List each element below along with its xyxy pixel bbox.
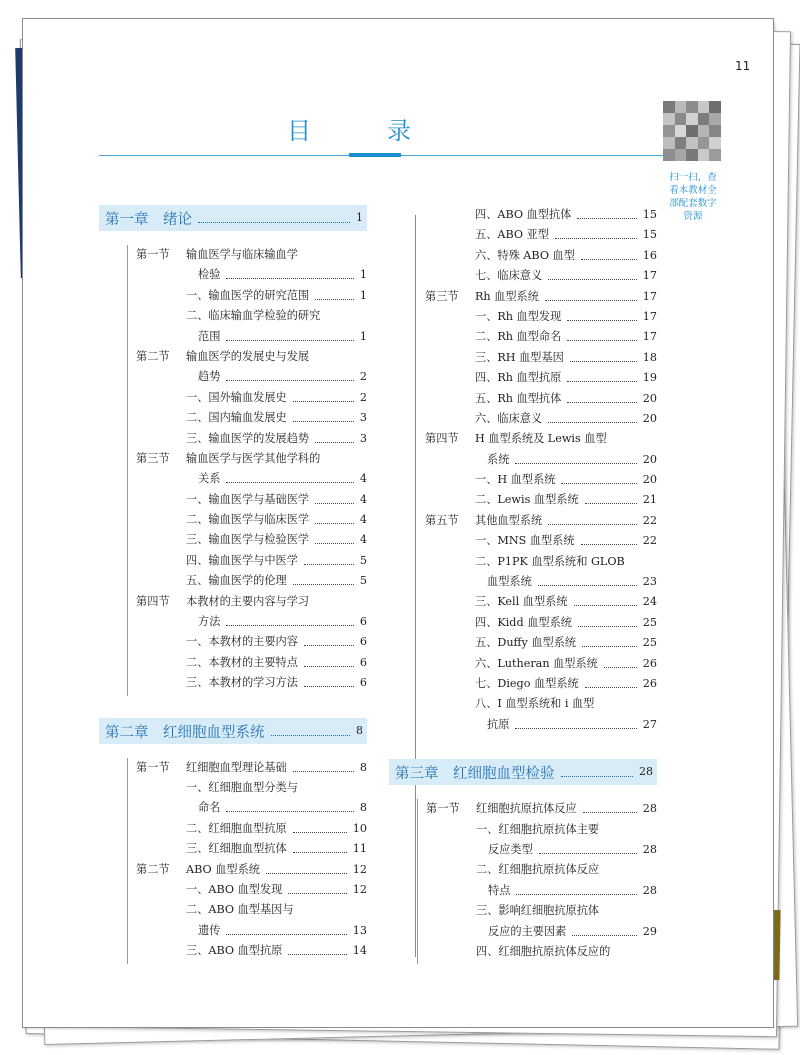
toc-entry[interactable] bbox=[417, 592, 657, 612]
chapter-heading[interactable] bbox=[389, 759, 657, 785]
leader-dots bbox=[545, 287, 637, 301]
leader-dots bbox=[561, 470, 637, 484]
entry-page-number: 22 bbox=[642, 534, 657, 548]
entry-title: 一、ABO 血型发现 bbox=[186, 882, 283, 896]
section-number: 第一节 bbox=[426, 802, 460, 816]
toc-section-entry[interactable] bbox=[128, 245, 367, 265]
toc-section-entry[interactable] bbox=[128, 592, 367, 612]
leader-dots bbox=[226, 367, 354, 381]
section-number: 第四节 bbox=[425, 432, 459, 446]
entry-title: 八、I 血型系统和 i 血型 bbox=[475, 697, 595, 711]
page-title: 目 录 bbox=[287, 117, 437, 145]
entry-title: 一、H 血型系统 bbox=[475, 473, 556, 487]
toc-entry[interactable] bbox=[128, 839, 367, 859]
entry-page-number: 4 bbox=[359, 492, 367, 506]
toc-entry[interactable] bbox=[417, 531, 657, 551]
toc-entry[interactable] bbox=[128, 367, 367, 387]
toc-entry[interactable] bbox=[128, 653, 367, 673]
section-group bbox=[417, 205, 657, 737]
leader-dots bbox=[293, 839, 347, 853]
chapter-title: 第三章 红细胞血型检验 bbox=[395, 766, 555, 783]
toc-entry[interactable] bbox=[128, 530, 367, 550]
qr-module bbox=[686, 149, 698, 161]
entry-title: 一、MNS 血型系统 bbox=[475, 534, 575, 548]
entry-page-number: 25 bbox=[642, 636, 657, 650]
entry-title: 一、输血医学与基础医学 bbox=[186, 492, 310, 506]
toc-entry[interactable] bbox=[417, 552, 657, 572]
leader-dots bbox=[293, 819, 347, 833]
entry-page-number: 21 bbox=[642, 493, 657, 507]
section-group bbox=[417, 799, 657, 964]
toc-entry[interactable] bbox=[417, 348, 657, 368]
leader-dots bbox=[561, 764, 633, 777]
leader-dots bbox=[288, 941, 347, 955]
toc-entry[interactable] bbox=[128, 921, 367, 941]
entry-page-number: 20 bbox=[642, 411, 657, 425]
leader-dots bbox=[226, 327, 354, 341]
entry-title: 命名 bbox=[198, 801, 221, 815]
leader-dots bbox=[572, 922, 637, 936]
chapter-heading[interactable] bbox=[99, 205, 367, 231]
section-group bbox=[127, 758, 367, 964]
entry-title: 遗传 bbox=[198, 923, 221, 937]
entry-title: 三、Kell 血型系统 bbox=[475, 595, 568, 609]
leader-dots bbox=[515, 450, 637, 464]
section-number: 第三节 bbox=[425, 289, 459, 303]
entry-page-number: 15 bbox=[642, 228, 657, 242]
toc-entry[interactable] bbox=[128, 327, 367, 347]
entry-title: 二、本教材的主要特点 bbox=[186, 655, 298, 669]
entry-title: 血型系统 bbox=[487, 575, 532, 589]
entry-page-number: 24 bbox=[642, 595, 657, 609]
entry-title: 一、输血医学的研究范围 bbox=[186, 288, 310, 302]
entry-title: 三、影响红细胞抗原抗体 bbox=[476, 904, 600, 918]
leader-dots bbox=[226, 798, 354, 812]
leader-dots bbox=[304, 551, 354, 565]
entry-page-number: 4 bbox=[359, 472, 367, 486]
qr-module bbox=[698, 113, 710, 125]
entry-title: 二、Rh 血型命名 bbox=[475, 330, 562, 344]
entry-title: 六、特殊 ABO 血型 bbox=[475, 248, 575, 262]
entry-title: 四、ABO 血型抗体 bbox=[475, 208, 572, 221]
qr-module bbox=[663, 113, 675, 125]
toc-entry[interactable] bbox=[418, 942, 657, 962]
entry-title: 范围 bbox=[198, 329, 221, 343]
leader-dots bbox=[315, 429, 354, 443]
toc-entry[interactable] bbox=[417, 470, 657, 490]
entry-page-number: 18 bbox=[642, 350, 657, 364]
toc-entry[interactable] bbox=[128, 286, 367, 306]
leader-dots bbox=[570, 348, 637, 362]
entry-title: 关系 bbox=[198, 472, 221, 486]
entry-title: 四、Rh 血型抗原 bbox=[475, 371, 562, 385]
leader-dots bbox=[226, 469, 354, 483]
entry-title: 一、国外输血发展史 bbox=[186, 390, 287, 404]
toc-entry[interactable] bbox=[128, 880, 367, 900]
entry-page-number: 3 bbox=[359, 411, 367, 425]
entry-page-number: 6 bbox=[359, 676, 367, 690]
qr-module bbox=[663, 137, 675, 149]
entry-title: 三、RH 血型基因 bbox=[475, 350, 564, 364]
qr-module bbox=[709, 101, 721, 113]
qr-module bbox=[686, 101, 698, 113]
leader-dots bbox=[271, 723, 350, 736]
toc-entry[interactable] bbox=[128, 673, 367, 693]
section-number: 第一节 bbox=[136, 760, 170, 774]
toc-entry[interactable] bbox=[417, 633, 657, 653]
toc-entry[interactable] bbox=[128, 819, 367, 839]
qr-module bbox=[675, 137, 687, 149]
entry-page-number: 17 bbox=[642, 309, 657, 323]
entry-title: 抗原 bbox=[487, 717, 510, 731]
entry-title: 反应的主要因素 bbox=[488, 924, 567, 938]
section-number: 第三节 bbox=[136, 451, 170, 465]
entry-page-number: 4 bbox=[359, 513, 367, 527]
qr-module bbox=[686, 137, 698, 149]
entry-title: 五、输血医学的伦理 bbox=[186, 574, 287, 588]
leader-dots bbox=[315, 286, 354, 300]
section-number: 第二节 bbox=[136, 862, 170, 876]
entry-title: 三、输血医学的发展趋势 bbox=[186, 431, 310, 445]
entry-title: 本教材的主要内容与学习 bbox=[186, 594, 310, 608]
leader-dots bbox=[578, 613, 637, 627]
entry-page-number: 8 bbox=[359, 760, 367, 774]
leader-dots bbox=[266, 860, 347, 874]
entry-page-number: 6 bbox=[359, 615, 367, 629]
toc-entry[interactable] bbox=[418, 922, 657, 942]
entry-page-number: 20 bbox=[642, 473, 657, 487]
entry-title: 五、Rh 血型抗体 bbox=[475, 391, 562, 405]
leader-dots bbox=[582, 633, 637, 647]
entry-title: 二、ABO 血型基因与 bbox=[186, 903, 294, 917]
qr-module bbox=[709, 137, 721, 149]
entry-title: 二、临床输血学检验的研究 bbox=[186, 309, 321, 323]
entry-page-number: 25 bbox=[642, 615, 657, 629]
leader-dots bbox=[574, 592, 637, 606]
entry-page-number: 5 bbox=[359, 553, 367, 567]
entry-page-number: 20 bbox=[642, 391, 657, 405]
toc-left-column bbox=[99, 205, 367, 986]
toc-entry[interactable] bbox=[417, 613, 657, 633]
section-number: 第四节 bbox=[136, 594, 170, 608]
toc-section-entry[interactable] bbox=[128, 449, 367, 469]
leader-dots bbox=[293, 758, 354, 772]
toc-entry[interactable] bbox=[417, 572, 657, 592]
leader-dots bbox=[304, 653, 354, 667]
entry-page-number: 23 bbox=[642, 575, 657, 589]
toc-section-entry[interactable] bbox=[417, 511, 657, 531]
entry-title: 特点 bbox=[488, 883, 511, 897]
qr-module bbox=[686, 125, 698, 137]
entry-page-number: 2 bbox=[359, 370, 367, 384]
leader-dots bbox=[226, 265, 354, 279]
section-number: 第五节 bbox=[425, 513, 459, 527]
toc-entry[interactable] bbox=[418, 881, 657, 901]
entry-title: 三、本教材的学习方法 bbox=[186, 676, 298, 690]
entry-title: 四、Kidd 血型系统 bbox=[475, 615, 572, 629]
qr-caption-line: 看本教材全 bbox=[669, 185, 717, 196]
toc-entry[interactable] bbox=[128, 469, 367, 489]
toc-entry[interactable] bbox=[418, 901, 657, 921]
qr-module bbox=[698, 125, 710, 137]
entry-page-number: 5 bbox=[359, 574, 367, 588]
toc-entry[interactable] bbox=[417, 307, 657, 327]
qr-caption-line: 部配套数字 bbox=[669, 198, 717, 209]
entry-title: 三、红细胞血型抗体 bbox=[186, 842, 287, 856]
entry-title: 输血医学与临床输血学 bbox=[186, 248, 298, 261]
toc-entry[interactable] bbox=[128, 941, 367, 961]
entry-title: 红细胞血型理论基础 bbox=[186, 760, 287, 774]
toc-entry[interactable] bbox=[418, 860, 657, 880]
entry-page-number: 19 bbox=[642, 371, 657, 385]
entry-page-number: 11 bbox=[352, 842, 367, 856]
section-number: 第二节 bbox=[136, 349, 170, 363]
toc-entry[interactable] bbox=[417, 368, 657, 388]
qr-module bbox=[698, 137, 710, 149]
entry-title: 二、P1PK 血型系统和 GLOB bbox=[475, 554, 625, 568]
entry-title: 七、临床意义 bbox=[475, 269, 543, 283]
qr-module bbox=[709, 113, 721, 125]
toc-entry[interactable] bbox=[128, 778, 367, 798]
qr-code-icon[interactable] bbox=[663, 101, 721, 161]
toc-entry[interactable] bbox=[128, 798, 367, 818]
leader-dots bbox=[539, 840, 637, 854]
qr-module bbox=[698, 101, 710, 113]
toc-entry[interactable] bbox=[417, 715, 657, 735]
entry-title: 七、Diego 血型系统 bbox=[475, 676, 579, 690]
section-group bbox=[127, 245, 367, 696]
entry-page-number: 20 bbox=[642, 452, 657, 466]
toc-entry[interactable] bbox=[417, 205, 657, 225]
leader-dots bbox=[581, 531, 637, 545]
entry-page-number: 1 bbox=[359, 329, 367, 343]
entry-page-number: 16 bbox=[642, 248, 657, 262]
entry-page-number: 26 bbox=[642, 676, 657, 690]
title-divider-accent bbox=[349, 153, 401, 157]
entry-page-number: 1 bbox=[359, 268, 367, 282]
entry-page-number: 28 bbox=[642, 842, 657, 856]
leader-dots bbox=[304, 673, 354, 687]
entry-page-number: 8 bbox=[359, 801, 367, 815]
toc-entry[interactable] bbox=[128, 408, 367, 428]
qr-caption-line: 扫一扫，查 bbox=[669, 172, 717, 183]
entry-page-number: 14 bbox=[352, 944, 367, 958]
qr-module bbox=[675, 113, 687, 125]
entry-title: H 血型系统及 Lewis 血型 bbox=[475, 432, 607, 446]
toc-entry[interactable] bbox=[128, 388, 367, 408]
entry-title: 输血医学与医学其他学科的 bbox=[186, 451, 321, 465]
entry-title: 五、ABO 亚型 bbox=[475, 228, 549, 242]
qr-module bbox=[663, 101, 675, 113]
toc-entry[interactable] bbox=[128, 265, 367, 285]
leader-dots bbox=[304, 632, 354, 646]
toc-entry[interactable] bbox=[417, 450, 657, 470]
entry-page-number: 29 bbox=[642, 924, 657, 938]
toc-entry[interactable] bbox=[417, 327, 657, 347]
entry-page-number: 10 bbox=[352, 821, 367, 835]
entry-page-number: 13 bbox=[352, 923, 367, 937]
section-number: 第一节 bbox=[136, 248, 170, 261]
toc-entry[interactable] bbox=[417, 225, 657, 245]
entry-page-number: 6 bbox=[359, 635, 367, 649]
toc-entry[interactable] bbox=[417, 389, 657, 409]
entry-title: 四、红细胞抗原抗体反应的 bbox=[476, 944, 611, 958]
entry-title: 红细胞抗原抗体反应 bbox=[476, 802, 577, 816]
leader-dots bbox=[604, 654, 637, 668]
leader-dots bbox=[538, 572, 637, 586]
entry-page-number: 12 bbox=[352, 882, 367, 896]
leader-dots bbox=[581, 246, 637, 260]
toc-entry[interactable] bbox=[128, 306, 367, 326]
toc-section-entry[interactable] bbox=[417, 287, 657, 307]
toc-entry[interactable] bbox=[128, 571, 367, 591]
leader-dots bbox=[567, 327, 637, 341]
entry-title: 三、ABO 血型抗原 bbox=[186, 944, 283, 958]
entry-page-number: 27 bbox=[642, 717, 657, 731]
entry-title: 一、本教材的主要内容 bbox=[186, 635, 298, 649]
qr-module bbox=[698, 149, 710, 161]
entry-page-number: 12 bbox=[352, 862, 367, 876]
toc-section-entry[interactable] bbox=[418, 799, 657, 819]
entry-page-number: 28 bbox=[642, 883, 657, 897]
toc-entry[interactable] bbox=[128, 612, 367, 632]
entry-title: 二、红细胞血型抗原 bbox=[186, 821, 287, 835]
toc-right-column bbox=[389, 205, 657, 986]
entry-title: 六、Lutheran 血型系统 bbox=[475, 656, 598, 670]
toc-entry[interactable] bbox=[128, 900, 367, 920]
entry-title: 反应类型 bbox=[488, 842, 533, 856]
entry-page-number: 28 bbox=[642, 802, 657, 816]
leader-dots bbox=[555, 225, 637, 239]
entry-title: 二、国内输血发展史 bbox=[186, 411, 287, 425]
qr-caption bbox=[655, 171, 731, 223]
entry-page-number: 1 bbox=[359, 288, 367, 302]
entry-title: 四、输血医学与中医学 bbox=[186, 553, 298, 567]
entry-page-number: 4 bbox=[359, 533, 367, 547]
leader-dots bbox=[226, 921, 347, 935]
entry-page-number: 3 bbox=[359, 431, 367, 445]
entry-page-number: 22 bbox=[642, 513, 657, 527]
entry-page-number: 17 bbox=[642, 289, 657, 303]
toc-entry[interactable] bbox=[128, 490, 367, 510]
entry-title: 检验 bbox=[198, 268, 221, 282]
entry-title: Rh 血型系统 bbox=[475, 289, 539, 303]
entry-title: 五、Duffy 血型系统 bbox=[475, 636, 577, 650]
leader-dots bbox=[567, 307, 637, 321]
toc-page bbox=[22, 18, 774, 1028]
leader-dots bbox=[577, 205, 637, 219]
leader-dots bbox=[516, 881, 637, 895]
toc-section-entry[interactable] bbox=[128, 758, 367, 778]
entry-title: 系统 bbox=[487, 452, 510, 466]
qr-module bbox=[709, 149, 721, 161]
entry-title: 二、Lewis 血型系统 bbox=[475, 493, 579, 507]
entry-page-number: 26 bbox=[642, 656, 657, 670]
chapter-title: 第一章 绪论 bbox=[105, 212, 192, 228]
leader-dots bbox=[548, 409, 637, 423]
entry-page-number: 2 bbox=[359, 390, 367, 404]
entry-title: 一、红细胞抗原抗体主要 bbox=[476, 822, 600, 836]
chapter-page-number: 1 bbox=[356, 211, 363, 224]
qr-module bbox=[675, 101, 687, 113]
chapter-page-number: 8 bbox=[356, 723, 363, 737]
page-number: 11 bbox=[735, 59, 751, 73]
toc-entry[interactable] bbox=[128, 510, 367, 530]
leader-dots bbox=[293, 388, 354, 402]
entry-title: 二、输血医学与临床医学 bbox=[186, 513, 310, 527]
entry-page-number: 15 bbox=[642, 208, 657, 221]
leader-dots bbox=[315, 530, 354, 544]
toc-section-entry[interactable] bbox=[128, 347, 367, 367]
entry-title: 二、红细胞抗原抗体反应 bbox=[476, 863, 600, 877]
entry-title: 三、输血医学与检验医学 bbox=[186, 533, 310, 547]
toc-entry[interactable] bbox=[418, 820, 657, 840]
qr-module bbox=[709, 125, 721, 137]
entry-title: 一、Rh 血型发现 bbox=[475, 309, 562, 323]
toc-entry[interactable] bbox=[417, 490, 657, 510]
toc-entry[interactable] bbox=[128, 429, 367, 449]
leader-dots bbox=[548, 511, 637, 525]
leader-dots bbox=[288, 880, 347, 894]
leader-dots bbox=[315, 490, 354, 504]
qr-module bbox=[675, 125, 687, 137]
leader-dots bbox=[315, 510, 354, 524]
leader-dots bbox=[585, 490, 637, 504]
qr-module bbox=[663, 125, 675, 137]
leader-dots bbox=[515, 715, 637, 729]
toc-entry[interactable] bbox=[417, 266, 657, 286]
entry-page-number: 17 bbox=[642, 269, 657, 283]
entry-title: 趋势 bbox=[198, 370, 221, 384]
toc-section-entry[interactable] bbox=[128, 860, 367, 880]
chapter-title: 第二章 红细胞血型系统 bbox=[105, 724, 265, 741]
leader-dots bbox=[226, 612, 354, 626]
entry-page-number: 6 bbox=[359, 655, 367, 669]
entry-title: 方法 bbox=[198, 615, 221, 629]
toc-entry[interactable] bbox=[128, 551, 367, 571]
toc-section-entry[interactable] bbox=[417, 429, 657, 449]
entry-title: 其他血型系统 bbox=[475, 513, 543, 527]
entry-page-number: 17 bbox=[642, 330, 657, 344]
leader-dots bbox=[583, 799, 637, 813]
leader-dots bbox=[198, 210, 350, 223]
qr-module bbox=[663, 149, 675, 161]
toc-entry[interactable] bbox=[417, 409, 657, 429]
qr-module bbox=[686, 113, 698, 125]
toc-entry[interactable] bbox=[417, 246, 657, 266]
entry-title: ABO 血型系统 bbox=[186, 862, 260, 876]
leader-dots bbox=[585, 674, 637, 688]
toc-entry[interactable] bbox=[418, 840, 657, 860]
leader-dots bbox=[567, 368, 637, 382]
leader-dots bbox=[293, 571, 354, 585]
toc-entry[interactable] bbox=[128, 632, 367, 652]
entry-title: 输血医学的发展史与发展 bbox=[186, 349, 310, 363]
qr-module bbox=[675, 149, 687, 161]
leader-dots bbox=[567, 389, 637, 403]
chapter-page-number: 28 bbox=[639, 765, 653, 779]
leader-dots bbox=[293, 408, 354, 422]
toc-entry[interactable] bbox=[417, 694, 657, 714]
toc-entry[interactable] bbox=[417, 654, 657, 674]
toc-entry[interactable] bbox=[417, 674, 657, 694]
entry-title: 一、红细胞血型分类与 bbox=[186, 780, 298, 794]
entry-title: 六、临床意义 bbox=[475, 411, 543, 425]
chapter-heading[interactable] bbox=[99, 718, 367, 744]
leader-dots bbox=[548, 266, 637, 280]
qr-caption-line: 资源 bbox=[683, 211, 703, 222]
